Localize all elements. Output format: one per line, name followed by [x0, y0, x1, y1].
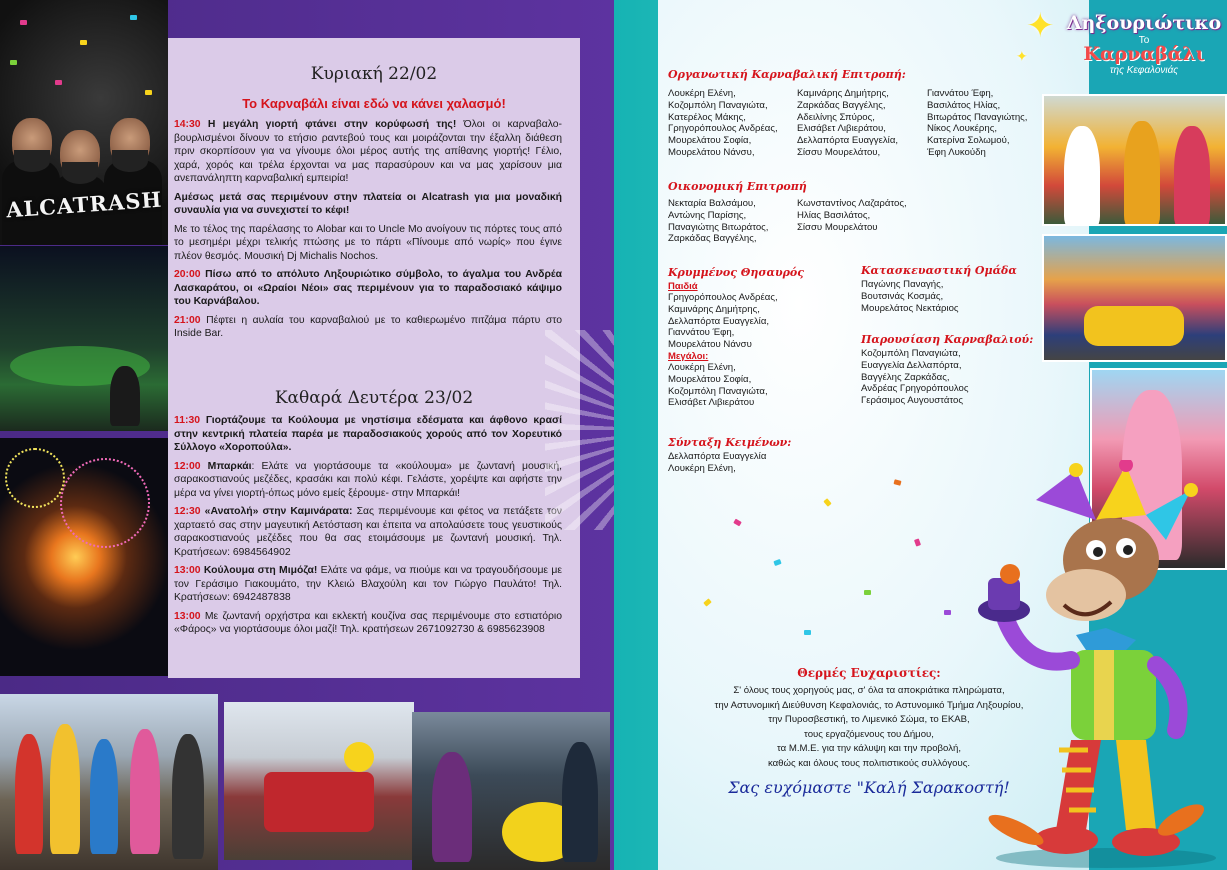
- confetti: [130, 15, 137, 20]
- confetti: [55, 80, 62, 85]
- event-item: Αμέσως μετά σας περιμένουν στην πλατεία οι Alcatrash για μια μοναδική συναυλία για να συνεχιστεί το κέφι!: [174, 191, 562, 216]
- section-title: Κρυμμένος Θησαυρός: [668, 266, 804, 279]
- member-name: Κατερίνα Σολωμού,: [927, 135, 1010, 147]
- right-page: [614, 0, 1227, 870]
- thanks-line: καθώς και όλους τους πολιτιστικούς συλλόγους.: [767, 757, 971, 769]
- thanks-line: Σ' όλους τους χορηγούς μας, σ' όλα τα αποκριάτικα πληρώματα,: [733, 685, 1005, 696]
- band-member-beard: [62, 162, 98, 184]
- carnival-logo: [1064, 12, 1224, 92]
- treasure-hunt: [668, 266, 804, 409]
- night-crowd-photo: [0, 246, 168, 431]
- member-name: Κοζομπόλη Παναγιώτα,: [861, 348, 961, 359]
- member-name: Παγώνης Παναγής,: [861, 279, 944, 290]
- member-name: Παναγιώτης Βιτωράτος,: [668, 221, 769, 233]
- costumed-person: [562, 742, 598, 862]
- member-name: Καμινάρης Δημήτρης,: [797, 88, 889, 99]
- band-logo: ALCATRASH: [5, 186, 163, 223]
- costumed-person: [172, 734, 204, 859]
- costumed-person: [1174, 126, 1210, 226]
- presentation-team: [861, 333, 1033, 407]
- kids-label: Παιδιά: [668, 281, 698, 292]
- star-icon: ✦: [1016, 48, 1028, 64]
- member-name: Βουτσινάς Κοσμάς,: [861, 290, 944, 302]
- member-name: Βασιλάτος Ηλίας,: [927, 99, 1001, 111]
- costumed-person: [432, 752, 472, 862]
- event-item: 12:30 «Ανατολή» στην Καμινάρατα: Σας περιμένουμε και φέτος να πετάξετε τον χαρταετό σας στην μαγευτική Αετόσταση και έπειτα να απολαύσετε τους γευστικούς σαρακοστιανούς μεζέδες που θα σας ετοιμάσουμε με ζωντανή μουσική. Τηλ. Κρατήσεων: 6984564902: [174, 506, 562, 558]
- member-name: Γεράσιμος Αυγουστάτος: [861, 395, 963, 407]
- member-name: Ελισάβετ Λιβιεράτου,: [797, 123, 886, 135]
- member-name: Κοζομπόλη Παναγιώτα,: [668, 385, 768, 397]
- day2-title: Καθαρά Δευτέρα 23/02: [274, 388, 474, 408]
- costumed-person: [50, 724, 80, 854]
- event-item: 13:00 Κούλουμα στη Μιμόζα! Ελάτε να φάμε, να πιούμε και να τραγουδήσουμε με τον Γεράσιμο Γιακουμάτο, την Κλειώ Βλαχούλη και τον Γιώργο Παυλάτο! Τηλ. Κρατήσεων: 6942487838: [174, 565, 562, 603]
- parade-photo-1: [0, 694, 218, 870]
- event-item: 14:30 Η μεγάλη γιορτή φτάνει στην κορύφωσή της! Όλοι οι καρναβαλο-βουρλισμένοι δίνουν το ετήσιο ραντεβού τους και μοιράζονται την έξαλλη διάθεση πριν σκορπίσουν για να γίνουμε όλοι μέρος αυτής της απίθανης γιορτής! Γέλιο, χαρά, χορός και τρέλα έρχονται να μας παρασύρουν και να μας χαρίσουν μια ανεπανάληπτη καρναβαλική εμπειρία!: [174, 119, 562, 184]
- band-member-beard: [112, 150, 148, 172]
- event-item: 20:00 Πίσω από το απόλυτο Ληξουριώτικο σύμβολο, το άγαλμα του Ανδρέα Λασκαράτου, οι «Ωραίοι Νέοι» σας περιμένουν για το παραδοσιακό κάψιμο του Καρνάβαλου.: [174, 269, 562, 307]
- texts-team: [668, 436, 791, 475]
- day1-subtitle: Το Καρναβάλι είναι εδώ να κάνει χαλασμό!: [242, 96, 506, 111]
- jester-donkey-mascot: [976, 460, 1226, 870]
- member-name: Καμινάρης Δημήτρης,: [668, 303, 760, 315]
- bonfire-photo: [0, 438, 168, 676]
- member-name: Κατερέλος Μάκης,: [668, 111, 746, 123]
- costumed-person: [90, 739, 118, 854]
- section-title: Κατασκευαστική Ομάδα: [861, 264, 1017, 277]
- costumed-person: [15, 734, 43, 854]
- band-member-beard: [14, 150, 50, 172]
- costumed-person: [130, 729, 160, 854]
- thanks-line: την Πυροσβεστική, το Λιμενικό Σώμα, το ΕΚΑΒ,: [768, 714, 970, 725]
- day1-events: [174, 118, 562, 346]
- member-name: Νεκταρία Βαλσάμου,: [668, 198, 756, 209]
- thanks-title: Θερμές Ευχαριστίες:: [797, 666, 941, 680]
- event-item: Με το τέλος της παρέλασης το Alobar και το Uncle Mo ανοίγουν τις πόρτες τους από το μεσημέρι μέχρι τελικής πτώσης με το πάρτι «Πίνουμε από νωρίς» που έγινε πλέον θεσμός. Μουσική Dj Michalis Nochos.: [174, 223, 562, 262]
- section-title: Οργανωτική Καρναβαλική Επιτροπή:: [668, 68, 906, 81]
- confetti: [804, 630, 811, 635]
- logo-line-4: της Κεφαλονιάς: [1109, 65, 1179, 76]
- costumed-person: [1124, 121, 1160, 226]
- member-name: Δελλαπόρτα Ευαγγελία: [668, 451, 767, 462]
- firework: [60, 458, 150, 548]
- member-name: Γιαννάτου Έφη,: [927, 88, 994, 99]
- member-name: Έφη Λυκούδη: [927, 146, 986, 158]
- member-name: Σίσσυ Μουρελάτου,: [797, 146, 881, 158]
- member-name: Μουρελάτου Νάνσυ,: [668, 146, 755, 158]
- member-name: Κωνσταντίνος Λαζαράτος,: [797, 198, 907, 209]
- section-title: Οικονομική Επιτροπή: [668, 180, 807, 193]
- thanks-line: τους εργαζόμενους του Δήμου,: [804, 728, 934, 740]
- event-item: 11:30 Γιορτάζουμε τα Κούλουμα με νηστίσιμα εδέσματα και άφθονο κρασί στην κεντρική πλατεία παρέα με παραδοσιακούς χορούς από τον Χορευτικό Σύλλογο «Χοροπούλα».: [174, 415, 562, 453]
- logo-line-2: Το: [1138, 35, 1150, 46]
- confetti: [864, 590, 871, 595]
- thanks-line: την Αστυνομική Διεύθυνση Κεφαλονιάς, το Αστυνομικό Τμήμα Ληξουρίου,: [714, 699, 1024, 711]
- member-name: Κοζομπόλη Παναγιώτα,: [668, 99, 768, 111]
- member-name: Λουκέρη Ελένη,: [668, 361, 736, 373]
- member-name: Δελλαπόρτα Ευαγγελία,: [668, 315, 770, 327]
- member-name: Γιαννάτου Έφη,: [668, 327, 735, 339]
- day1-title: Κυριακή 22/02: [310, 64, 438, 84]
- organizing-committee: [668, 68, 906, 83]
- confetti: [20, 20, 27, 25]
- lent-wish: Σας ευχόμαστε "Καλή Σαρακοστή!: [728, 778, 1010, 797]
- parade-photo-2: [224, 702, 414, 860]
- member-name: Ζαρκάδας Βαγγέλης,: [668, 233, 757, 245]
- member-name: Βαγγέλης Ζαρκάδας,: [861, 371, 950, 383]
- event-item: 13:00 Με ζωντανή ορχήστρα και εκλεκτή κουζίνα σας περιμένουμε στο εστιατόριο «Φάρος» να γιορτάσουμε όλοι μαζί! Τηλ. κρατήσεων 2671092730 & 6985623908: [174, 610, 562, 635]
- organizing-col-1: [668, 88, 778, 159]
- member-name: Μουρελάτος Νεκτάριος: [861, 302, 959, 314]
- adults-label: Μεγάλοι:: [668, 350, 709, 362]
- member-name: Σίσσυ Μουρελάτου: [797, 221, 878, 233]
- member-name: Ζαρκάδας Βαγγέλης,: [797, 99, 886, 111]
- member-name: Ηλίας Βασιλάτος,: [797, 209, 871, 221]
- member-name: Αντώνης Παρίσης,: [668, 209, 747, 221]
- member-name: Δελλαπόρτα Ευαγγελία,: [797, 135, 899, 147]
- organizing-col-2: [797, 88, 898, 159]
- financial-col-2: [797, 198, 907, 233]
- member-name: Ευαγγελία Δελλαπόρτα,: [861, 359, 962, 371]
- light-burst: [545, 330, 614, 530]
- day2-events: [174, 414, 562, 642]
- event-item: 21:00 Πέφτει η αυλαία του καρναβαλιού με το καθιερωμένο πιτζάμα πάρτυ στο Inside Bar.: [174, 314, 562, 339]
- confetti: [80, 40, 87, 45]
- member-name: Μουρελάτου Σοφία,: [668, 373, 752, 385]
- event-item: 12:00 Μπαρκάι: Ελάτε να γιορτάσουμε τα «κούλουμα» με ζωντανή μουσική, σαρακοστιανούς μεζέδες, κρασάκι και πολύ κέφι. Γελάστε, χορέψτε και αφήστε την μέρα να γίνει γιορτή-όπως μόνο εμείς ξέρουμε- στην Μπαρκάι!: [174, 460, 562, 499]
- firework: [5, 448, 65, 508]
- construction-team: [861, 264, 1017, 314]
- member-name: Ανδρέας Γρηγορόπουλος: [861, 383, 969, 395]
- member-name: Μουρελάτου Νάνσυ: [668, 339, 752, 351]
- balloon: [344, 742, 374, 772]
- schedule-panel: [168, 38, 580, 678]
- section-title: Παρουσίαση Καρναβαλιού:: [861, 333, 1034, 346]
- member-name: Ελισάβετ Λιβιεράτου: [668, 397, 755, 409]
- parade-photo-3: [412, 712, 610, 870]
- member-name: Βιτωράτος Παναγιώτης,: [927, 111, 1028, 123]
- financial-col-1: [668, 198, 768, 245]
- member-name: Λουκέρη Ελένη,: [668, 462, 736, 474]
- section-title: Σύνταξη Κειμένων:: [668, 436, 792, 449]
- yellow-car: [1084, 306, 1184, 346]
- member-name: Μουρελάτου Σοφία,: [668, 135, 752, 147]
- confetti: [10, 60, 17, 65]
- member-name: Γρηγορόπουλος Ανδρέας,: [668, 292, 778, 303]
- logo-line-1: Ληξουριώτικο: [1066, 12, 1222, 34]
- thanks-line: τα Μ.Μ.Ε. για την κάλυψη και την προβολή,: [776, 743, 961, 754]
- member-name: Λουκέρη Ελένη,: [668, 88, 736, 99]
- costume-photo-1: [1042, 94, 1227, 226]
- organizing-col-3: [927, 88, 1027, 159]
- street-car-photo: [1042, 234, 1227, 362]
- confetti: [944, 610, 951, 615]
- confetti: [145, 90, 152, 95]
- costumed-person: [1064, 126, 1100, 226]
- member-name: Νίκος Λουκέρης,: [927, 123, 997, 135]
- thanks-section: [674, 666, 1064, 771]
- dj-silhouette: [110, 366, 140, 426]
- star-icon: ✦: [1026, 7, 1055, 45]
- member-name: Γρηγορόπουλος Ανδρέας,: [668, 123, 778, 135]
- financial-committee: [668, 180, 807, 195]
- member-name: Αδειλίνης Σπύρος,: [797, 111, 875, 123]
- logo-line-3: Καρναβάλι: [1083, 43, 1205, 65]
- parade-float: [264, 772, 374, 832]
